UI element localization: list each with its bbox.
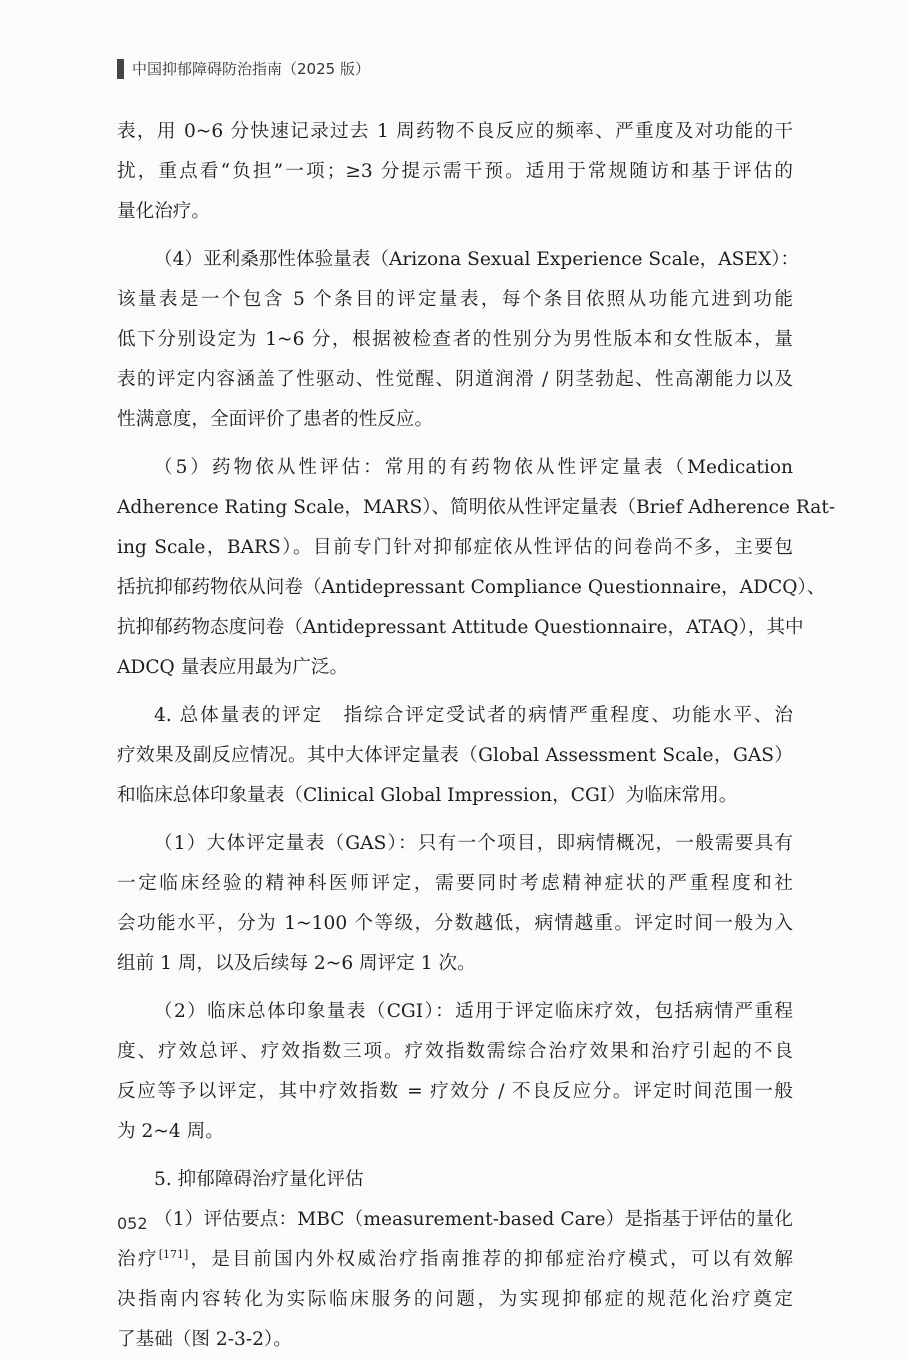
text-line	[117, 1240, 793, 1280]
text-line-content: 一定临床经验的精神科医师评定，需要同时考虑精神症状的严重程度和社	[117, 873, 793, 894]
text-line-content: ，是目前国内外权威治疗指南推荐的抑郁症治疗模式，可以有效解	[188, 1249, 793, 1270]
text-line	[117, 736, 793, 776]
text-line	[117, 1200, 793, 1240]
text-line	[117, 192, 793, 232]
text-line-content: 度、疗效总评、疗效指数三项。疗效指数需综合治疗效果和治疗引起的不良	[117, 1041, 793, 1062]
text-line-content: ADCQ 量表应用最为广泛。	[117, 657, 349, 678]
text-line-content: （5）药物依从性评估：常用的有药物依从性评定量表（Medication	[154, 457, 793, 478]
text-line	[117, 776, 793, 816]
text-line	[117, 824, 793, 864]
text-line	[117, 568, 826, 608]
header-bar-decoration	[117, 59, 124, 79]
text-line-content: 5. 抑郁障碍治疗量化评估	[154, 1169, 364, 1190]
text-line-content: 量化治疗。	[117, 201, 210, 222]
running-header	[117, 58, 370, 79]
text-line-content: 性满意度，全面评价了患者的性反应。	[117, 409, 434, 430]
text-line	[117, 112, 793, 152]
text-line-content: 决指南内容转化为实际临床服务的问题，为实现抑郁症的规范化治疗奠定	[117, 1289, 793, 1310]
text-line	[117, 944, 793, 984]
text-line-content: （2）临床总体印象量表（CGI）：适用于评定临床疗效，包括病情严重程	[154, 1001, 793, 1022]
text-line-content: 扰，重点看“负担”一项；≥3 分提示需干预。适用于常规随访和基于评估的	[117, 161, 793, 182]
citation-superscript: [171]	[158, 1247, 189, 1261]
text-line-content: 治疗	[117, 1249, 159, 1270]
text-line	[117, 864, 793, 904]
text-line	[117, 360, 793, 400]
text-line	[117, 152, 793, 192]
text-line-content: 会功能水平，分为 1~100 个等级，分数越低，病情越重。评定时间一般为入	[117, 913, 793, 934]
text-line-content: （1）评估要点：MBC（measurement-based Care）是指基于评估的量化	[154, 1209, 793, 1230]
text-line-content: 抗抑郁药物态度问卷（Antidepressant Attitude Questionnaire，ATAQ），其中	[117, 617, 804, 638]
text-line-content: （4）亚利桑那性体验量表（Arizona Sexual Experience Scale，ASEX）：	[154, 249, 800, 270]
text-line	[117, 1160, 793, 1200]
text-line-content: 表的评定内容涵盖了性驱动、性觉醒、阴道润滑 / 阴茎勃起、性高潮能力以及	[117, 369, 793, 390]
text-line	[117, 1320, 793, 1360]
text-line	[117, 1032, 793, 1072]
text-line-content: （1）大体评定量表（GAS）：只有一个项目，即病情概况，一般需要具有	[154, 833, 793, 854]
text-line	[117, 240, 800, 280]
text-line	[117, 648, 793, 688]
text-line	[117, 992, 793, 1032]
text-line-content: ing Scale，BARS）。目前专门针对抑郁症依从性评估的问卷尚不多，主要包	[117, 537, 793, 558]
text-line-content: 组前 1 周，以及后续每 2~6 周评定 1 次。	[117, 953, 476, 974]
text-line-content: Adherence Rating Scale，MARS）、简明依从性评定量表（Brief Adherence Rat-	[117, 497, 836, 518]
text-line	[117, 448, 793, 488]
text-line	[117, 488, 836, 528]
text-line	[117, 696, 793, 736]
header-title: 中国抑郁障碍防治指南（2025 版）	[132, 60, 370, 78]
text-line-content: 表，用 0~6 分快速记录过去 1 周药物不良反应的频率、严重度及对功能的干	[117, 121, 793, 142]
text-line	[117, 1280, 793, 1320]
text-line	[117, 1112, 793, 1152]
body-text	[117, 112, 836, 1360]
text-line-content: 为 2~4 周。	[117, 1121, 224, 1142]
text-line	[117, 904, 793, 944]
text-line-content: 疗效果及副反应情况。其中大体评定量表（Global Assessment Scale，GAS）	[117, 745, 793, 766]
text-line-content: 低下分别设定为 1~6 分，根据被检查者的性别分为男性版本和女性版本，量	[117, 329, 793, 350]
text-line	[117, 400, 793, 440]
text-line-content: 反应等予以评定，其中疗效指数 = 疗效分 / 不良反应分。评定时间范围一般	[117, 1081, 793, 1102]
text-line-content: 该量表是一个包含 5 个条目的评定量表，每个条目依照从功能亢进到功能	[117, 289, 793, 310]
text-line-content: 了基础（图 2-3-2）。	[117, 1329, 292, 1350]
text-line	[117, 280, 793, 320]
text-line	[117, 608, 804, 648]
text-line-content: 和临床总体印象量表（Clinical Global Impression，CGI）为临床常用。	[117, 785, 738, 806]
text-line	[117, 1072, 793, 1112]
text-line-content: 括抗抑郁药物依从问卷（Antidepressant Compliance Questionnaire，ADCQ）、	[117, 577, 826, 598]
page-number: 052	[117, 1214, 148, 1233]
text-line	[117, 320, 793, 360]
text-line-content: 4. 总体量表的评定 指综合评定受试者的病情严重程度、功能水平、治	[154, 705, 793, 726]
text-line	[117, 528, 793, 568]
